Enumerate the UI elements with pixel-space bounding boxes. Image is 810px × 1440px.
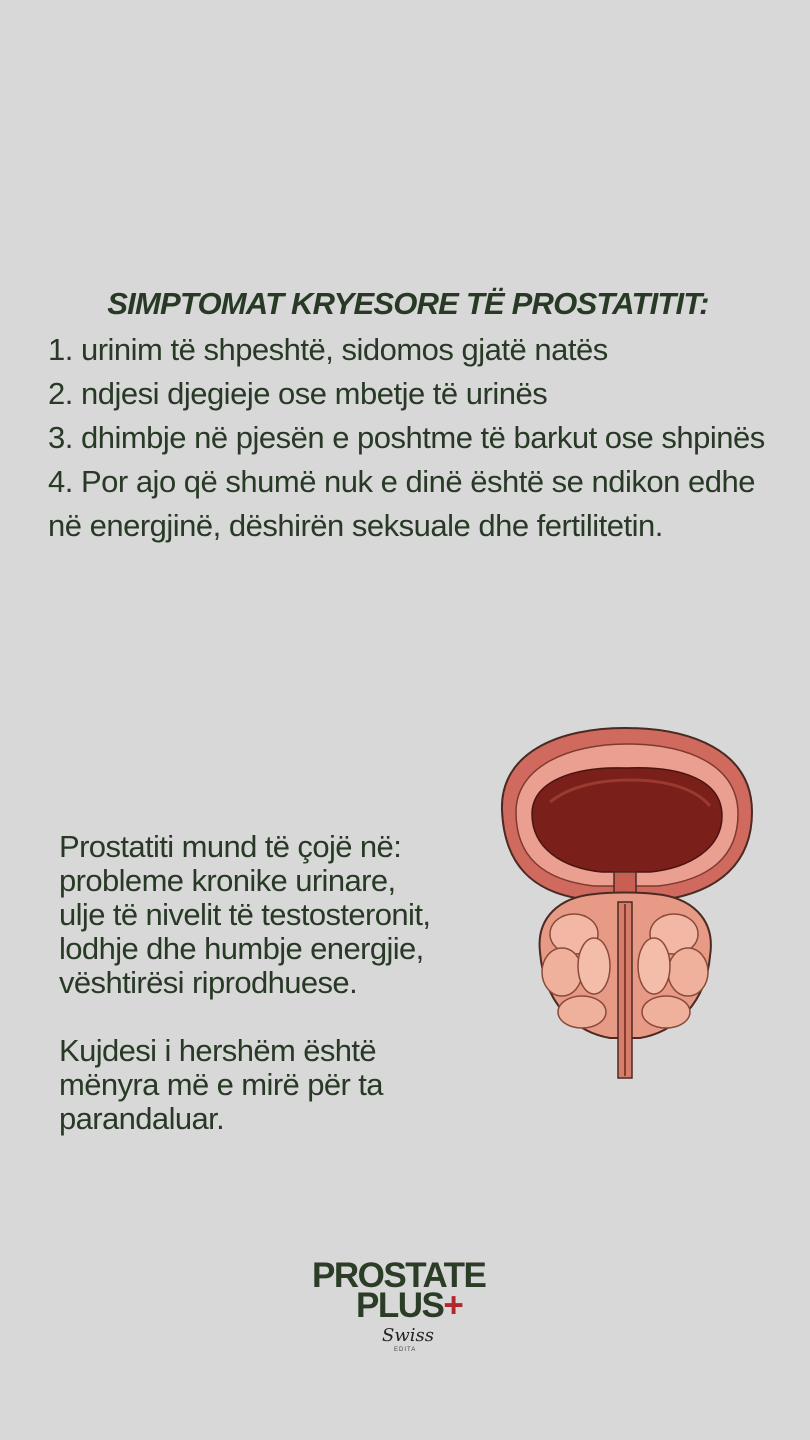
- consequences-intro: Prostatiti mund të çojë në:: [59, 829, 402, 864]
- symptoms-title: SIMPTOMAT KRYESORE TË PROSTATITIT:: [107, 286, 709, 321]
- closing-line: mënyra më e mirë për ta: [59, 1067, 383, 1102]
- closing-line: parandaluar.: [59, 1101, 225, 1136]
- logo-text-line1: PROSTATE: [312, 1256, 486, 1295]
- logo-plus-word: PLUS: [356, 1286, 444, 1325]
- logo-swiss: Swiss: [382, 1325, 434, 1346]
- consequence-item: lodhje dhe humbje energjie,: [59, 931, 424, 966]
- consequence-item: vështirësi riprodhuese.: [59, 965, 358, 1000]
- closing-line: Kujdesi i hershëm është: [59, 1033, 377, 1068]
- symptoms-section: [48, 282, 768, 548]
- symptom-item-3: 3. dhimbje në pjesën e poshtme të barkut ose shpinës: [48, 420, 765, 455]
- logo-sub: EDITA: [394, 1347, 417, 1353]
- consequence-item: ulje të nivelit të testosteronit,: [59, 897, 431, 932]
- symptom-list: [48, 328, 768, 548]
- consequence-item: probleme kronike urinare,: [59, 863, 396, 898]
- symptom-item-4: 4. Por ajo që shumë nuk e dinë është se ndikon edhe në energjinë, dëshirën seksuale dhe fertilitetin.: [48, 464, 755, 543]
- prostate-plus-logo: [312, 1258, 502, 1358]
- logo-text-line2: [356, 1288, 462, 1324]
- consequences-section: [59, 830, 529, 1136]
- symptom-item-2: 2. ndjesi djegieje ose mbetje të urinës: [48, 376, 548, 411]
- symptom-item-1: 1. urinim të shpeshtë, sidomos gjatë natës: [48, 332, 608, 367]
- spacer: [59, 1000, 529, 1034]
- prostate-anatomy-icon: [490, 722, 760, 1082]
- plus-icon: +: [443, 1286, 463, 1325]
